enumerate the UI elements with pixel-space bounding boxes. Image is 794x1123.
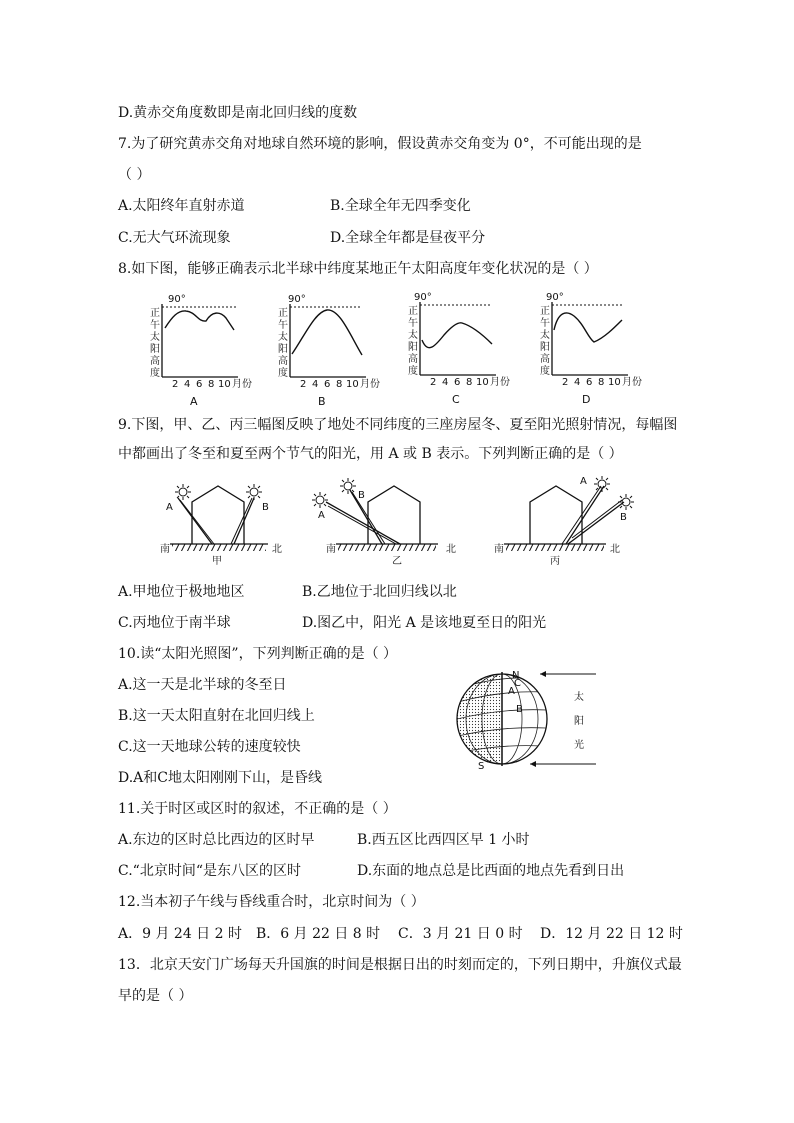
svg-text:2: 2 [172, 379, 179, 390]
svg-text:B: B [358, 490, 365, 501]
svg-text:高: 高 [408, 354, 418, 365]
svg-text:2: 2 [430, 377, 437, 388]
q7-option-c: C.无大气环流现象 [118, 230, 231, 246]
svg-text:4: 4 [312, 379, 319, 390]
svg-text:午: 午 [150, 320, 160, 331]
svg-text:正: 正 [150, 308, 160, 319]
q11-option-b: B.西五区比西四区早 1 小时 [357, 832, 530, 848]
svg-text:B: B [620, 512, 627, 523]
svg-text:太: 太 [150, 332, 160, 343]
q12-stem: 12.当本初子午线与昏线重合时，北京时间为（ ） [118, 894, 425, 910]
q8-panel-b [278, 294, 380, 408]
sun-icon [618, 494, 634, 510]
q11-option-c: C.“北京时间“是东八区的区时 [118, 863, 301, 879]
q8-label-b: B [318, 395, 326, 408]
q8-panel-a [150, 294, 252, 408]
svg-text:C: C [514, 678, 521, 689]
q10-option-d: D.A和C地太阳刚刚下山，是昏线 [118, 770, 322, 786]
svg-text:4: 4 [574, 377, 581, 388]
svg-text:阳: 阳 [278, 344, 288, 355]
q10-label-s: S [478, 761, 485, 772]
svg-text:阳: 阳 [150, 344, 160, 355]
svg-text:10: 10 [218, 379, 231, 390]
q10-option-a: A.这一天是北半球的冬至日 [118, 677, 287, 693]
svg-text:正: 正 [408, 306, 418, 317]
svg-text:度: 度 [540, 366, 550, 377]
svg-text:4: 4 [442, 377, 449, 388]
svg-text:6: 6 [196, 379, 203, 390]
svg-text:太: 太 [574, 692, 584, 703]
q9-label-yi: 乙 [392, 556, 402, 567]
q9-figure [0, 472, 794, 572]
svg-text:B: B [262, 502, 269, 513]
q12-option-c: C．3 月 21 日 0 时 [398, 926, 523, 942]
q8-panel-d [540, 292, 642, 406]
q12-option-d: D．12 月 22 日 12 时 [540, 926, 683, 942]
svg-text:8: 8 [208, 379, 215, 390]
svg-text:午: 午 [540, 318, 550, 329]
svg-text:4: 4 [184, 379, 191, 390]
svg-text:高: 高 [150, 356, 160, 367]
q11-option-a: A.东边的区时总比西边的区时早 [118, 832, 315, 848]
svg-text:A: A [508, 686, 515, 697]
q8-panel-c [408, 292, 510, 406]
svg-text:北: 北 [446, 544, 456, 555]
svg-text:6: 6 [586, 377, 593, 388]
q13-stem-line1: 13．北京天安门广场每天升国旗的时间是根据日出的时刻而定的，下列日期中，升旗仪式最 [118, 957, 682, 973]
svg-text:太: 太 [540, 330, 550, 341]
svg-text:8: 8 [336, 379, 343, 390]
q7-option-a: A.太阳终年直射赤道 [118, 198, 245, 214]
svg-text:2: 2 [562, 377, 569, 388]
q12-option-b: B．6 月 22 日 8 时 [256, 926, 381, 942]
q10-sunlight-figure [0, 660, 794, 780]
svg-text:太: 太 [278, 332, 288, 343]
q6-option-d: D.黄赤交角度数即是南北回归线的度数 [118, 105, 358, 121]
svg-text:度: 度 [150, 368, 160, 379]
q8-stem: 8.如下图，能够正确表示北半球中纬度某地正午太阳高度年变化状况的是（ ） [118, 261, 598, 277]
svg-text:月份: 月份 [490, 377, 510, 388]
svg-text:10: 10 [608, 377, 621, 388]
q7-blank: （ ） [118, 167, 151, 183]
q7-option-b: B.全球全年无四季变化 [330, 198, 471, 214]
svg-text:10: 10 [346, 379, 359, 390]
q12-option-a: A．9 月 24 日 2 时 [118, 926, 242, 942]
svg-text:A: A [318, 510, 325, 521]
sun-icon [340, 478, 356, 494]
svg-text:高: 高 [278, 356, 288, 367]
svg-text:午: 午 [278, 320, 288, 331]
svg-text:90°: 90° [546, 292, 564, 303]
sun-icon [594, 476, 610, 492]
svg-text:月份: 月份 [622, 377, 642, 388]
svg-text:北: 北 [610, 544, 620, 555]
svg-text:B: B [516, 704, 523, 715]
svg-text:8: 8 [466, 377, 473, 388]
q9-stem-line1: 9.下图，甲、乙、丙三幅图反映了地处不同纬度的三座房屋冬、夏至阳光照射情况，每幅图 [118, 417, 678, 433]
sun-icon [246, 484, 262, 500]
q9-option-b: B.乙地位于北回归线以北 [302, 584, 457, 600]
svg-text:南: 南 [326, 544, 336, 555]
q9-label-jia: 甲 [212, 556, 222, 567]
svg-text:太: 太 [408, 330, 418, 341]
svg-text:90°: 90° [288, 294, 306, 305]
svg-text:2: 2 [300, 379, 307, 390]
svg-text:阳: 阳 [540, 342, 550, 353]
q11-stem: 11.关于时区或区时的叙述，不正确的是（ ） [118, 801, 397, 817]
svg-text:月份: 月份 [360, 379, 380, 390]
svg-text:阳: 阳 [574, 716, 584, 727]
svg-text:6: 6 [454, 377, 461, 388]
svg-text:午: 午 [408, 318, 418, 329]
q9-house-jia [160, 484, 282, 567]
q8-label-a: A [190, 395, 198, 408]
q10-option-c: C.这一天地球公转的速度较快 [118, 739, 301, 755]
svg-text:A: A [580, 476, 587, 487]
svg-text:90°: 90° [414, 292, 432, 303]
q9-option-c: C.丙地位于南半球 [118, 615, 231, 631]
svg-text:光: 光 [574, 740, 584, 751]
svg-text:南: 南 [160, 544, 170, 555]
q9-house-bing [494, 476, 634, 567]
q8-label-d: D [582, 393, 591, 406]
q9-option-d: D.图乙中，阳光 A 是该地夏至日的阳光 [302, 615, 547, 631]
q7-stem: 7.为了研究黄赤交角对地球自然环境的影响，假设黄赤交角变为 0°，不可能出现的是 [118, 136, 642, 152]
svg-text:南: 南 [494, 544, 504, 555]
q9-house-yi [312, 478, 456, 567]
sun-icon [175, 484, 191, 500]
svg-text:A: A [166, 502, 173, 513]
q8-a-top-label: 90° [168, 294, 186, 305]
q10-label-n: N [512, 670, 520, 681]
svg-text:6: 6 [324, 379, 331, 390]
q9-option-a: A.甲地位于极地地区 [118, 584, 245, 600]
q10-stem: 10.读“太阳光照图”，下列判断正确的是（ ） [118, 646, 398, 662]
q10-option-b: B.这一天太阳直射在北回归线上 [118, 708, 315, 724]
q11-option-d: D.东面的地点总是比西面的地点先看到日出 [357, 863, 625, 879]
svg-text:阳: 阳 [408, 342, 418, 353]
svg-text:高: 高 [540, 354, 550, 365]
svg-text:月份: 月份 [232, 379, 252, 390]
svg-text:北: 北 [272, 544, 282, 555]
svg-text:10: 10 [476, 377, 489, 388]
q9-label-bing: 丙 [550, 556, 560, 567]
q8-figure [0, 290, 794, 410]
svg-text:正: 正 [540, 306, 550, 317]
sun-icon [312, 492, 328, 508]
q7-option-d: D.全球全年都是昼夜平分 [330, 230, 486, 246]
q9-stem-line2: 中都画出了冬至和夏至两个节气的阳光，用 A 或 B 表示。下列判断正确的是（ ） [118, 446, 623, 462]
svg-text:度: 度 [408, 366, 418, 377]
svg-text:度: 度 [278, 368, 288, 379]
svg-text:8: 8 [598, 377, 605, 388]
svg-text:正: 正 [278, 308, 288, 319]
q8-label-c: C [452, 393, 460, 406]
q13-stem-line2: 早的是（ ） [118, 988, 193, 1004]
